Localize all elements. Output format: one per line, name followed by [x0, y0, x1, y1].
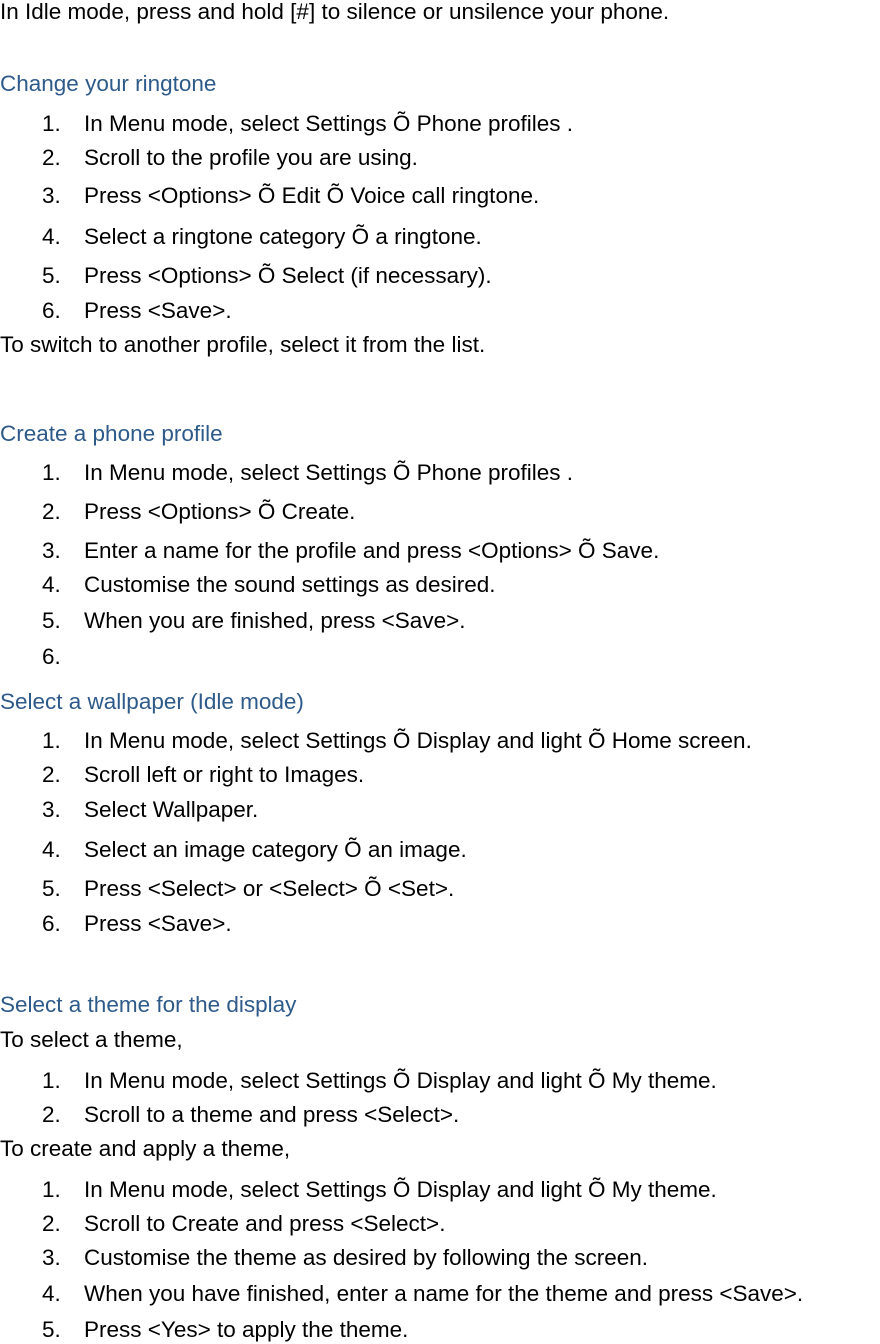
intro-text: In Idle mode, press and hold [#] to silence or unsilence your phone. [0, 0, 670, 24]
list-item: 1. In Menu mode, select Settings Õ Display and light Õ My theme. [42, 1177, 717, 1202]
list-item: 2. Scroll to Create and press <Select>. [42, 1211, 446, 1236]
section-heading-select-wallpaper: Select a wallpaper (Idle mode) [0, 689, 304, 714]
list-item: 5. When you are finished, press <Save>. [42, 608, 466, 633]
theme-intro-create: To create and apply a theme, [0, 1136, 291, 1161]
list-item: 5. Press <Yes> to apply the theme. [42, 1317, 409, 1342]
section-heading-change-ringtone: Change your ringtone [0, 71, 217, 96]
list-item: 3. Enter a name for the profile and press <Options> Õ Save. [42, 538, 660, 563]
list-item: 2. Scroll left or right to Images. [42, 762, 365, 787]
list-item: 1. In Menu mode, select Settings Õ Phone profiles . [42, 460, 574, 485]
list-item: 2. Scroll to a theme and press <Select>. [42, 1102, 460, 1127]
list-item: 4. Customise the sound settings as desired. [42, 572, 496, 597]
list-item: 6. Press <Save>. [42, 298, 232, 323]
list-item: 3. Press <Options> Õ Edit Õ Voice call ringtone. [42, 183, 540, 208]
list-item: 1. In Menu mode, select Settings Õ Display and light Õ Home screen. [42, 728, 752, 753]
list-item: 2. Scroll to the profile you are using. [42, 145, 418, 170]
list-item: 4. Select a ringtone category Õ a ringtone. [42, 224, 482, 249]
list-item: 5. Press <Select> or <Select> Õ <Set>. [42, 876, 455, 901]
theme-intro-select: To select a theme, [0, 1027, 183, 1052]
list-item: 4. Select an image category Õ an image. [42, 837, 467, 862]
list-item: 1. In Menu mode, select Settings Õ Display and light Õ My theme. [42, 1068, 717, 1093]
list-item: 4. When you have finished, enter a name for the theme and press <Save>. [42, 1281, 804, 1306]
list-item: 3. Customise the theme as desired by following the screen. [42, 1245, 649, 1270]
list-item: 6. Press <Save>. [42, 911, 232, 936]
list-item: 5. Press <Options> Õ Select (if necessary). [42, 263, 492, 288]
note-text: To switch to another profile, select it from the list. [0, 332, 486, 357]
section-heading-select-theme: Select a theme for the display [0, 992, 297, 1017]
list-item: 2. Press <Options> Õ Create. [42, 499, 356, 524]
section-heading-create-profile: Create a phone profile [0, 421, 223, 446]
list-item: 6. [42, 644, 61, 669]
list-item: 3. Select Wallpaper. [42, 797, 259, 822]
list-item: 1. In Menu mode, select Settings Õ Phone profiles . [42, 111, 574, 136]
